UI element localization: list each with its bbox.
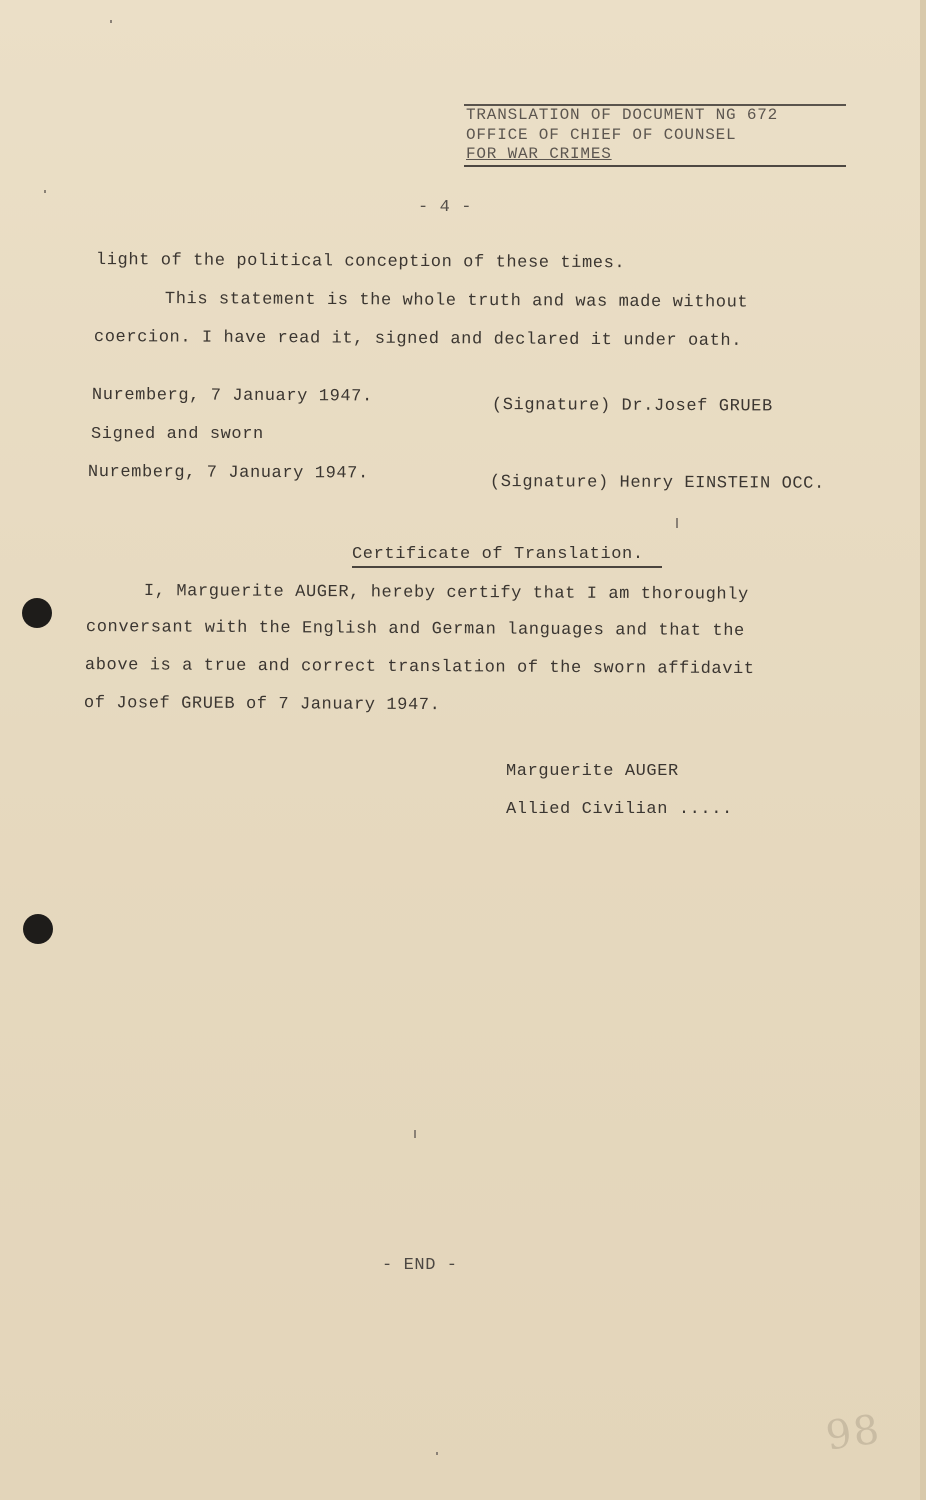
punch-hole-upper: [22, 598, 52, 628]
pencil-page-mark: 98: [823, 1406, 884, 1460]
certificate-heading: Certificate of Translation.: [352, 545, 644, 564]
punch-hole-lower: [23, 914, 53, 944]
paper-speck: [414, 1130, 416, 1138]
document-header: [464, 100, 846, 168]
body-line-1: light of the political conception of these times.: [95, 251, 626, 274]
end-marker: - END -: [382, 1256, 458, 1275]
page-edge: [920, 0, 926, 1500]
header-line-translation: TRANSLATION OF DOCUMENT NG 672: [466, 106, 779, 124]
header-bottom-rule: [464, 165, 846, 167]
certificate-line-2: conversant with the English and German languages and that the: [85, 618, 745, 642]
translator-title: Allied Civilian .....: [506, 800, 733, 819]
place-date-1: Nuremberg, 7 January 1947.: [91, 386, 373, 407]
paper-speck: [44, 190, 46, 193]
page-number: - 4 -: [418, 198, 473, 217]
paper-speck: [110, 20, 112, 23]
place-date-2: Nuremberg, 7 January 1947.: [87, 463, 369, 484]
paper-speck: [436, 1452, 438, 1455]
paper-speck: [676, 518, 678, 528]
header-line-war-crimes: FOR WAR CRIMES: [466, 145, 612, 163]
certificate-line-4: of Josef GRUEB of 7 January 1947.: [83, 694, 441, 716]
certificate-line-3: above is a true and correct translation of the sworn affidavit: [84, 656, 755, 680]
signature-grueb: (Signature) Dr.Josef GRUEB: [491, 396, 773, 417]
signature-einstein: (Signature) Henry EINSTEIN OCC.: [489, 473, 825, 494]
translator-name: Marguerite AUGER: [506, 762, 679, 781]
body-line-2: This statement is the whole truth and was made without: [164, 290, 749, 313]
body-line-3: coercion. I have read it, signed and declared it under oath.: [93, 328, 743, 351]
certificate-line-1: I, Marguerite AUGER, hereby certify that I am thoroughly: [143, 582, 749, 605]
header-line-office: OFFICE OF CHIEF OF COUNSEL: [466, 126, 737, 144]
certificate-heading-underline: [352, 566, 662, 568]
signed-and-sworn: Signed and sworn: [91, 425, 264, 444]
